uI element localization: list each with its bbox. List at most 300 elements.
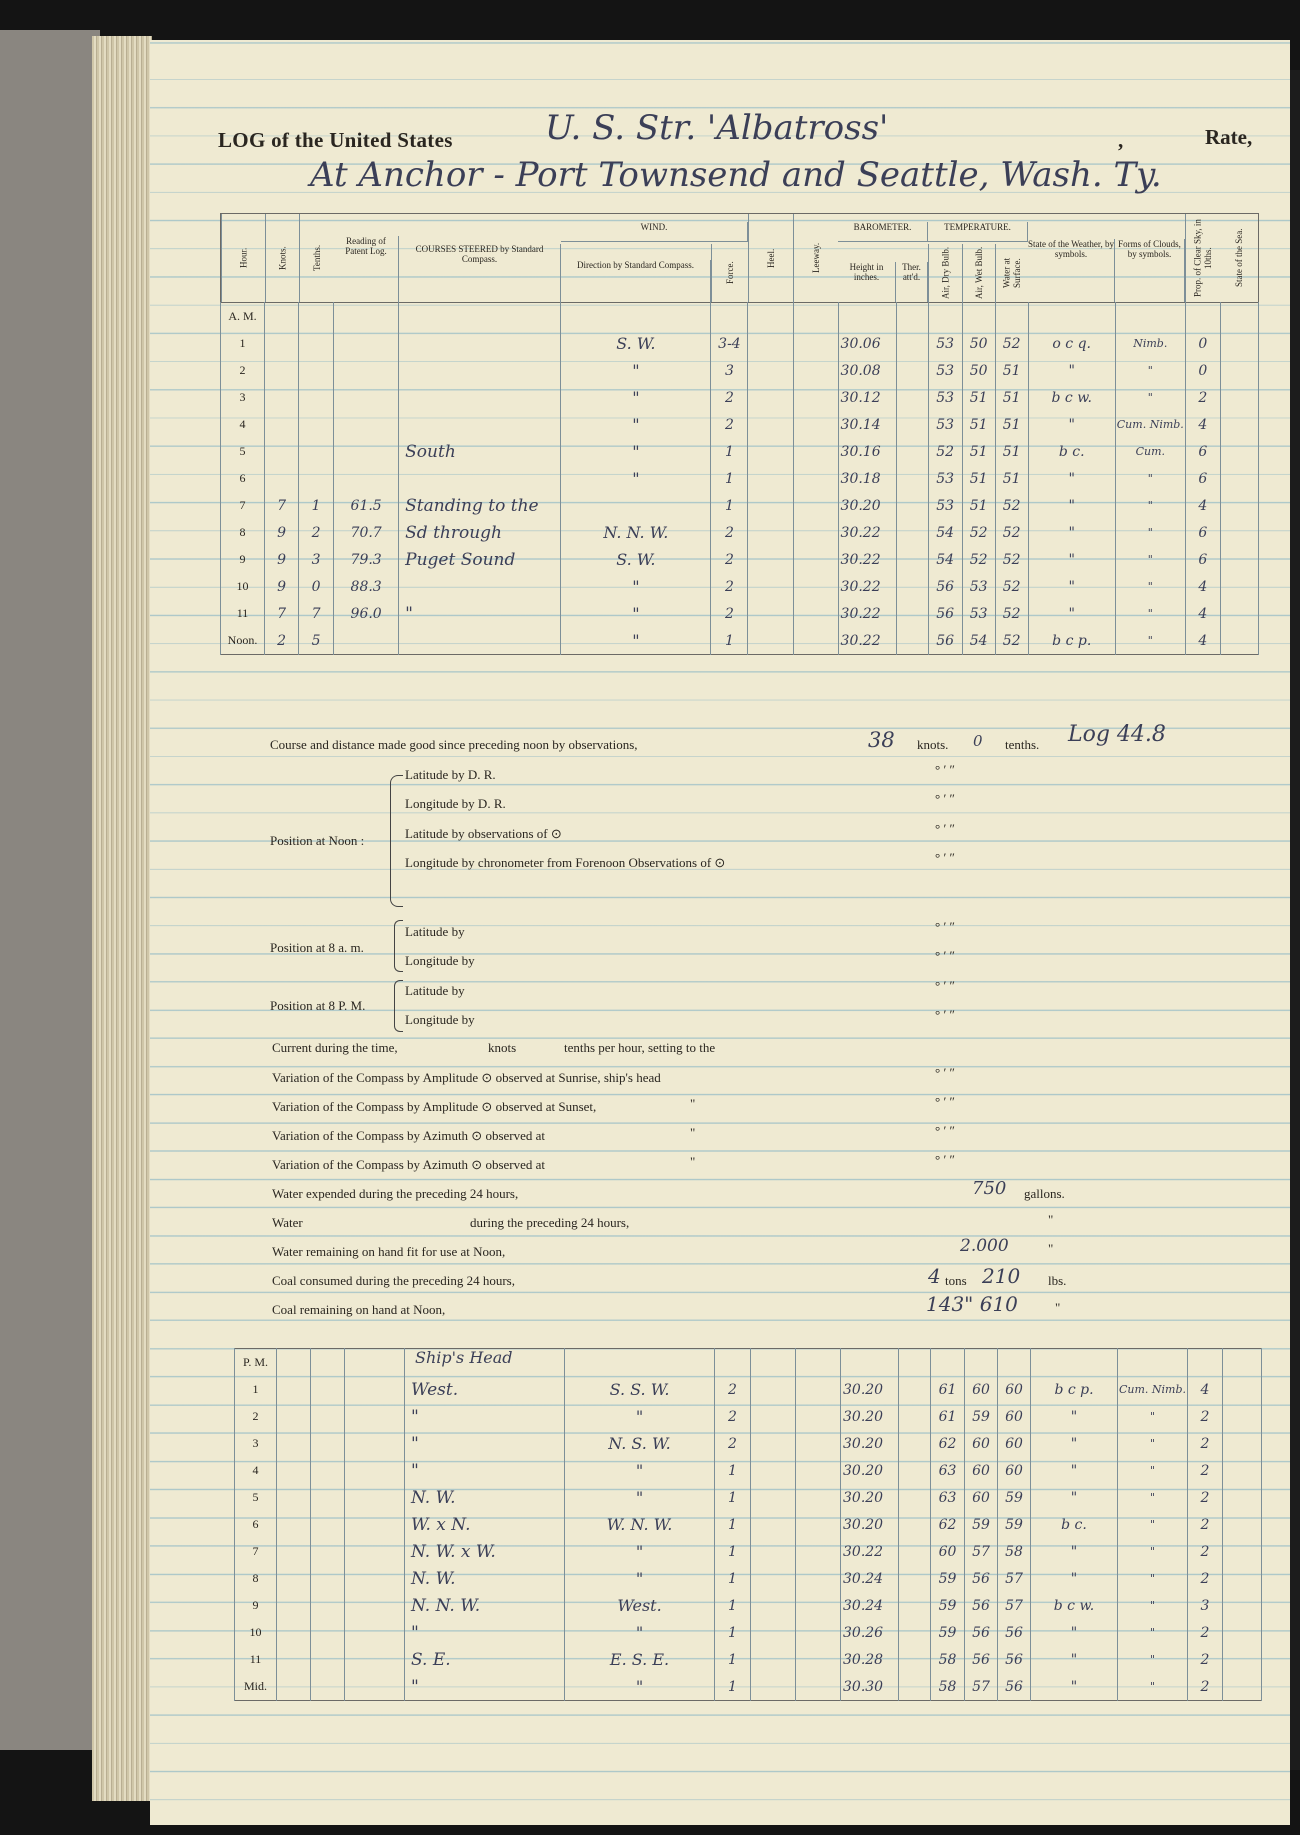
air-dry-cell: 53 [928,411,962,438]
heel-cell [751,1565,796,1592]
force-cell: 1 [715,1592,751,1619]
lat-dr-dms: ° ′ ″ [935,762,955,777]
patent-log-cell: 96.0 [334,600,399,627]
hour-cell: 9 [235,1592,277,1619]
air-wet-cell: 56 [965,1592,998,1619]
course-cell [405,1349,565,1377]
variation-sunset-label: Variation of the Compass by Amplitude ⊙ observed at Sunset, [272,1099,597,1114]
air-wet-cell: 51 [962,492,995,519]
tenths-cell [299,465,334,492]
tenths-cell [299,330,334,357]
air-wet-cell: 56 [965,1565,998,1592]
leeway-cell [796,1592,841,1619]
water-surface-cell: 52 [995,573,1028,600]
variation-azimuth2-ditto: " [690,1154,696,1169]
water-during-label: during the preceding 24 hours, [470,1215,630,1230]
latitude-dr-label: Latitude by D. R. [405,767,496,782]
log-note: Log 44.8 [1068,722,1166,747]
barometer-cell: 30.20 [841,1403,899,1430]
weather-cell: b c w. [1031,1592,1118,1619]
knots-cell [277,1673,311,1701]
patent-log-cell [345,1349,405,1377]
table-row [221,492,1259,519]
table-row [221,519,1259,546]
water-surface-cell: 51 [995,384,1028,411]
table-row [221,384,1259,411]
air-dry-cell: 62 [931,1511,965,1538]
knots-cell [277,1565,311,1592]
hour-cell: 6 [235,1511,277,1538]
ther-attd-cell [899,1403,931,1430]
ther-attd-cell [899,1538,931,1565]
barometer-cell: 30.08 [838,357,896,384]
weather-cell: " [1028,573,1115,600]
water-surface-cell [995,303,1028,331]
col-air-wet-header: Air, Wet Bulb. [962,244,995,302]
patent-log-cell [345,1646,405,1673]
table-row [221,627,1259,655]
table-row [221,330,1259,357]
coal-consumed-label: Coal consumed during the preceding 24 hours, [272,1273,515,1288]
barometer-cell [841,1349,899,1377]
water-surface-cell: 52 [995,546,1028,573]
clouds-cell: " [1118,1619,1188,1646]
barometer-cell: 30.20 [841,1376,899,1403]
lon-chron-dms: ° ′ ″ [935,850,955,865]
barometer-cell: 30.16 [838,438,896,465]
coal-remaining-label: Coal remaining on hand at Noon, [272,1302,446,1317]
leeway-cell [796,1565,841,1592]
leeway-cell [796,1376,841,1403]
wind-direction-cell: " [565,1457,715,1484]
table-row [235,1349,1262,1377]
heel-cell [748,465,793,492]
weather-cell: " [1028,465,1115,492]
clouds-cell: Cum. Nimb. [1118,1376,1188,1403]
force-cell: 2 [715,1430,751,1457]
heel-cell [748,384,793,411]
clouds-cell: " [1118,1484,1188,1511]
tenths-cell [311,1430,345,1457]
tenths-cell [299,303,334,331]
position-8pm-label: Position at 8 P. M. [270,998,366,1013]
water-surface-cell: 52 [995,627,1028,655]
table-row [221,573,1259,600]
clouds-cell [1118,1349,1188,1377]
force-cell: 2 [711,573,748,600]
air-wet-cell: 57 [965,1538,998,1565]
hour-cell: 3 [235,1430,277,1457]
barometer-cell: 30.22 [841,1538,899,1565]
knots-cell [277,1592,311,1619]
wind-direction-cell [565,1349,715,1377]
knots-cell [277,1538,311,1565]
table-row [235,1538,1262,1565]
hour-cell: 5 [235,1484,277,1511]
vessel-name: U. S. Str. 'Albatross' [545,108,889,148]
air-wet-cell: 59 [965,1403,998,1430]
lat-obs-dms: ° ′ ″ [935,821,955,836]
tenths-cell [311,1646,345,1673]
tenths-cell [311,1484,345,1511]
force-cell [711,303,748,331]
leeway-cell [793,546,838,573]
air-dry-cell: 56 [928,627,962,655]
water-surface-cell: 51 [995,438,1028,465]
lat-8am-dms: ° ′ ″ [935,919,955,934]
col-baro-height-header: Height in inches. [838,262,896,302]
ther-attd-cell [896,330,928,357]
barometer-cell: 30.14 [838,411,896,438]
clouds-cell: " [1118,1403,1188,1430]
air-dry-cell: 54 [928,546,962,573]
table-row [235,1376,1262,1403]
barometer-cell: 30.06 [838,330,896,357]
variation-azimuth2-dms: ° ′ ″ [935,1152,955,1167]
water-during-ditto: " [1048,1212,1054,1227]
barometer-cell: 30.24 [841,1592,899,1619]
air-dry-cell: 56 [928,600,962,627]
knots-cell: 7 [265,492,299,519]
wind-direction-cell: " [565,1673,715,1701]
clear-sky-cell: 2 [1188,1484,1223,1511]
knots-cell: 9 [265,519,299,546]
sea-state-cell [1220,384,1258,411]
pm-log-table [234,1348,1262,1701]
table-row [221,357,1259,384]
course-cell [399,384,561,411]
barometer-cell: 30.18 [838,465,896,492]
hour-cell: 2 [235,1403,277,1430]
leeway-cell [793,384,838,411]
knots-cell: 7 [265,600,299,627]
patent-log-cell [334,411,399,438]
leeway-cell [796,1646,841,1673]
sea-state-cell [1223,1376,1262,1403]
sea-state-cell [1223,1565,1262,1592]
longitude-8pm-label: Longitude by [405,1012,475,1027]
barometer-cell: 30.20 [838,492,896,519]
water-label: Water [272,1215,303,1230]
force-cell: 1 [715,1511,751,1538]
sea-state-cell [1223,1430,1262,1457]
water-surface-cell: 60 [998,1376,1031,1403]
weather-cell: b c w. [1028,384,1115,411]
sea-state-cell [1220,330,1258,357]
air-dry-cell: 63 [931,1457,965,1484]
wind-direction-cell: " [561,357,711,384]
course-cell: " [405,1457,565,1484]
patent-log-cell [345,1538,405,1565]
clear-sky-cell: 2 [1188,1646,1223,1673]
patent-log-cell [345,1511,405,1538]
table-row [235,1592,1262,1619]
variation-azimuth1-dms: ° ′ ″ [935,1123,955,1138]
heel-cell [748,519,793,546]
air-dry-cell: 53 [928,465,962,492]
hour-cell: 11 [221,600,265,627]
heel-cell [751,1484,796,1511]
air-wet-cell: 50 [962,357,995,384]
latitude-obs-label: Latitude by observations of ⊙ [405,826,562,841]
weather-cell: " [1031,1484,1118,1511]
knots-cell: 9 [265,573,299,600]
clear-sky-cell: 4 [1185,573,1220,600]
table-row [235,1403,1262,1430]
course-cell: W. x N. [405,1511,565,1538]
sea-state-cell [1220,627,1258,655]
variation-sunrise-dms: ° ′ ″ [935,1065,955,1080]
col-tenths-header: Tenths. [299,214,334,302]
table-row [235,1511,1262,1538]
course-cell: " [405,1403,565,1430]
tenths-label: tenths. [1005,737,1040,752]
weather-cell: " [1031,1430,1118,1457]
heel-cell [748,492,793,519]
tenths-cell: 2 [299,519,334,546]
hour-cell: 3 [221,384,265,411]
clear-sky-cell: 0 [1185,357,1220,384]
clear-sky-cell: 2 [1188,1538,1223,1565]
lon-8pm-dms: ° ′ ″ [935,1007,955,1022]
air-dry-cell [931,1349,965,1377]
table-row [221,411,1259,438]
barometer-cell: 30.12 [838,384,896,411]
course-cell [399,411,561,438]
water-surface-cell: 52 [995,600,1028,627]
clouds-cell: " [1118,1592,1188,1619]
air-dry-cell: 63 [931,1484,965,1511]
patent-log-cell [345,1403,405,1430]
ther-attd-cell [896,492,928,519]
col-heel-header: Heel. [748,214,793,302]
weather-cell: " [1031,1646,1118,1673]
col-wind-direction-header: Direction by Standard Compass. [561,260,711,302]
knots-label: knots. [917,737,949,752]
table-row [235,1673,1262,1701]
leeway-cell [793,303,838,331]
barometer-cell: 30.22 [838,546,896,573]
water-surface-cell: 59 [998,1511,1031,1538]
course-cell [399,303,561,331]
water-surface-cell: 58 [998,1538,1031,1565]
clear-sky-cell: 6 [1185,438,1220,465]
barometer-cell: 30.20 [841,1511,899,1538]
table-row [221,465,1259,492]
hour-cell: 6 [221,465,265,492]
col-clear-sky-header: Prop. of Clear Sky, in 10ths. [1185,214,1220,302]
knots-cell [277,1619,311,1646]
clouds-cell: " [1118,1430,1188,1457]
clear-sky-cell: 3 [1188,1592,1223,1619]
clouds-cell: " [1115,492,1185,519]
clear-sky-cell: 4 [1185,600,1220,627]
water-remaining-label: Water remaining on hand fit for use at Noon, [272,1244,506,1259]
current-tenths-label: tenths per hour, setting to the [564,1040,716,1055]
patent-log-cell [334,384,399,411]
course-cell: " [399,600,561,627]
clouds-cell: " [1115,519,1185,546]
hour-cell: 10 [235,1619,277,1646]
leeway-cell [796,1403,841,1430]
patent-log-cell: 61.5 [334,492,399,519]
tenths-cell [299,438,334,465]
course-cell: N. W. x W. [405,1538,565,1565]
hour-cell: 11 [235,1646,277,1673]
knots-cell [265,438,299,465]
patent-log-cell: 79.3 [334,546,399,573]
leeway-cell [793,357,838,384]
air-dry-cell: 53 [928,330,962,357]
knots-cell [277,1403,311,1430]
sea-state-cell [1223,1511,1262,1538]
knots-cell [265,303,299,331]
leeway-cell [793,465,838,492]
air-dry-cell: 59 [931,1619,965,1646]
air-wet-cell [965,1349,998,1377]
force-cell: 2 [711,546,748,573]
knots-cell [277,1484,311,1511]
sea-state-cell [1223,1349,1262,1377]
air-wet-cell: 60 [965,1457,998,1484]
heel-cell [751,1430,796,1457]
heel-cell [751,1376,796,1403]
sea-state-cell [1220,465,1258,492]
weather-cell: " [1028,411,1115,438]
leeway-cell [793,438,838,465]
ther-attd-cell [899,1376,931,1403]
wind-direction-cell: " [561,384,711,411]
am-table-header [220,213,1259,303]
heel-cell [751,1673,796,1701]
tenths-cell [311,1673,345,1701]
air-dry-cell: 53 [928,492,962,519]
air-wet-cell: 60 [965,1376,998,1403]
wind-direction-cell: S. W. [561,546,711,573]
col-force-header: Force. [711,244,748,302]
air-dry-cell: 59 [931,1565,965,1592]
patent-log-cell [345,1619,405,1646]
course-cell: N. W. [405,1484,565,1511]
ships-head-note: Ship's Head [415,1348,513,1367]
variation-azimuth1-ditto: " [690,1125,696,1140]
ther-attd-cell [896,303,928,331]
knots-cell: 2 [265,627,299,655]
lat-8pm-dms: ° ′ ″ [935,978,955,993]
water-surface-cell: 51 [995,465,1028,492]
rate-label: Rate, [1205,125,1253,149]
wind-direction-cell: " [561,438,711,465]
air-dry-cell: 61 [931,1376,965,1403]
clouds-cell: " [1118,1646,1188,1673]
clear-sky-cell: 2 [1188,1457,1223,1484]
tenths-cell: 5 [299,627,334,655]
water-surface-cell: 56 [998,1673,1031,1701]
ther-attd-cell [899,1673,931,1701]
leeway-cell [796,1457,841,1484]
force-cell: 2 [711,411,748,438]
course-made-good-label: Course and distance made good since preceding noon by observations, [270,737,638,752]
air-wet-cell [962,303,995,331]
water-surface-cell: 52 [995,492,1028,519]
tenths-cell: 0 [299,573,334,600]
knots-cell [277,1376,311,1403]
ther-attd-cell [896,465,928,492]
weather-cell: " [1028,492,1115,519]
hour-cell: 10 [221,573,265,600]
clear-sky-cell: 4 [1185,492,1220,519]
weather-cell: " [1031,1538,1118,1565]
weather-cell: b c. [1028,438,1115,465]
barometer-cell: 30.22 [838,600,896,627]
heel-cell [748,438,793,465]
tenths-cell [311,1349,345,1377]
clouds-cell: " [1115,384,1185,411]
clear-sky-cell: 2 [1188,1673,1223,1701]
leeway-cell [793,600,838,627]
weather-cell: " [1028,600,1115,627]
heel-cell [748,330,793,357]
course-cell: Standing to the [399,492,561,519]
course-cell [399,357,561,384]
weather-cell: " [1028,519,1115,546]
sea-state-cell [1223,1673,1262,1701]
ther-attd-cell [896,600,928,627]
col-patent-log-header: Reading of Patent Log. [334,236,399,302]
sea-state-cell [1223,1538,1262,1565]
ther-attd-cell [896,627,928,655]
weather-cell: " [1031,1565,1118,1592]
force-cell: 1 [711,627,748,655]
wind-direction-cell [561,492,711,519]
current-knots-label: knots [488,1040,517,1055]
barometer-cell: 30.20 [841,1484,899,1511]
col-weather-header: State of the Weather, by symbols. [1028,239,1115,302]
clear-sky-cell: 6 [1185,519,1220,546]
barometer-cell: 30.22 [838,627,896,655]
course-cell: S. E. [405,1646,565,1673]
weather-cell: " [1028,546,1115,573]
heel-cell [748,411,793,438]
patent-log-cell [345,1376,405,1403]
leeway-cell [793,627,838,655]
heel-cell [748,627,793,655]
barometer-cell: 30.24 [841,1565,899,1592]
tenths-cell [311,1565,345,1592]
clear-sky-cell: 4 [1188,1376,1223,1403]
barometer-cell [838,303,896,331]
tenths-cell [311,1538,345,1565]
sea-state-cell [1223,1592,1262,1619]
gallons-label: gallons. [1024,1186,1065,1201]
air-wet-cell: 56 [965,1646,998,1673]
patent-log-cell [345,1592,405,1619]
clouds-cell: " [1118,1511,1188,1538]
hour-cell: 1 [221,330,265,357]
air-wet-cell: 52 [962,519,995,546]
water-surface-cell: 51 [995,411,1028,438]
clouds-cell: " [1118,1538,1188,1565]
weather-cell: o c q. [1028,330,1115,357]
table-row [235,1430,1262,1457]
heel-cell [751,1349,796,1377]
clear-sky-cell: 2 [1185,384,1220,411]
sea-state-cell [1220,546,1258,573]
wind-direction-cell: S. W. [561,330,711,357]
knots-cell [277,1457,311,1484]
sea-state-cell [1223,1484,1262,1511]
air-dry-cell: 53 [928,357,962,384]
